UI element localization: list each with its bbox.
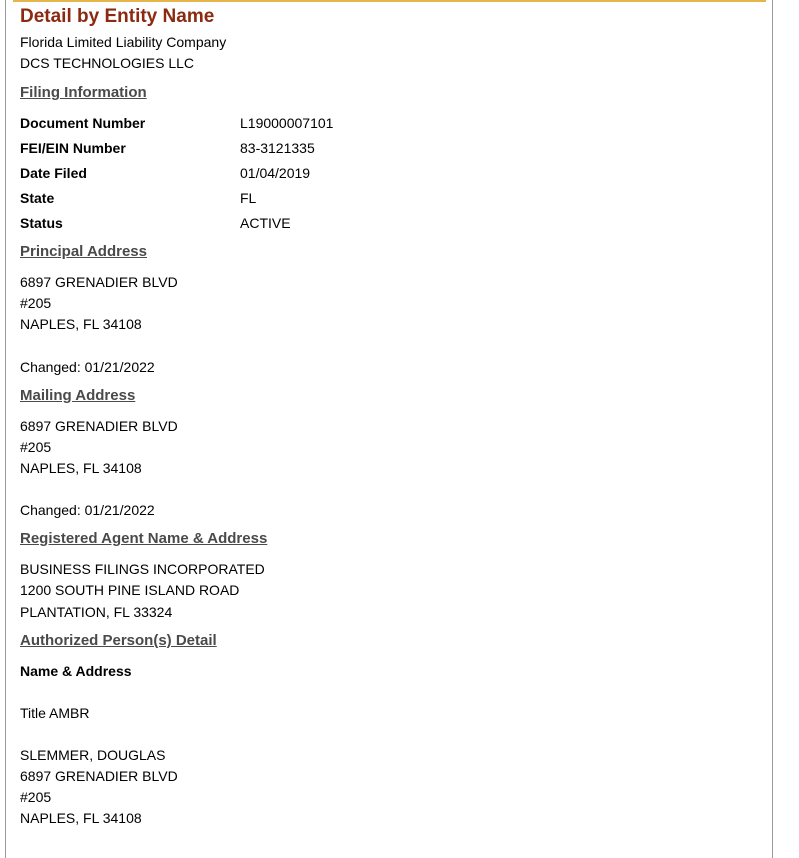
authorized-name-address-label: Name & Address [20, 663, 132, 679]
filing-row-status [20, 213, 760, 234]
top-rule [13, 0, 766, 2]
filing-row-document-number [20, 113, 760, 134]
mailing-address-line1: 6897 GRENADIER BLVD [20, 418, 178, 434]
principal-address-line2: #205 [20, 295, 52, 311]
filing-value: ACTIVE [240, 215, 291, 231]
filing-row-state [20, 188, 760, 209]
filing-label: Document Number [20, 115, 146, 131]
filing-information-heading: Filing Information [20, 84, 147, 101]
principal-address-line1: 6897 GRENADIER BLVD [20, 274, 178, 290]
filing-label: Status [20, 215, 63, 231]
mailing-address-line3: NAPLES, FL 34108 [20, 460, 142, 476]
mailing-changed: Changed: 01/21/2022 [20, 502, 155, 518]
agent-address-line2: PLANTATION, FL 33324 [20, 604, 173, 620]
registered-agent-heading: Registered Agent Name & Address [20, 530, 268, 547]
entity-name: DCS TECHNOLOGIES LLC [20, 55, 195, 71]
filing-label: FEI/EIN Number [20, 140, 126, 156]
filing-label: Date Filed [20, 165, 87, 181]
filing-label: State [20, 190, 55, 206]
authorized-person-name: SLEMMER, DOUGLAS [20, 747, 166, 763]
filing-row-date-filed [20, 163, 760, 184]
authorized-address-line3: NAPLES, FL 34108 [20, 810, 142, 826]
principal-address-line3: NAPLES, FL 34108 [20, 316, 142, 332]
authorized-address-line2: #205 [20, 789, 52, 805]
authorized-address-line1: 6897 GRENADIER BLVD [20, 768, 178, 784]
agent-name: BUSINESS FILINGS INCORPORATED [20, 561, 265, 577]
filing-value: 83-3121335 [240, 140, 315, 156]
filing-value: L19000007101 [240, 115, 334, 131]
filing-row-fei-ein [20, 138, 760, 159]
principal-changed: Changed: 01/21/2022 [20, 359, 155, 375]
authorized-title: Title AMBR [20, 705, 90, 721]
authorized-persons-heading: Authorized Person(s) Detail [20, 632, 217, 649]
agent-address-line1: 1200 SOUTH PINE ISLAND ROAD [20, 582, 240, 598]
mailing-address-line2: #205 [20, 439, 52, 455]
filing-value: FL [240, 190, 257, 206]
entity-type: Florida Limited Liability Company [20, 34, 227, 50]
principal-address-heading: Principal Address [20, 243, 147, 260]
page-title: Detail by Entity Name [20, 6, 215, 27]
mailing-address-heading: Mailing Address [20, 387, 136, 404]
filing-value: 01/04/2019 [240, 165, 311, 181]
